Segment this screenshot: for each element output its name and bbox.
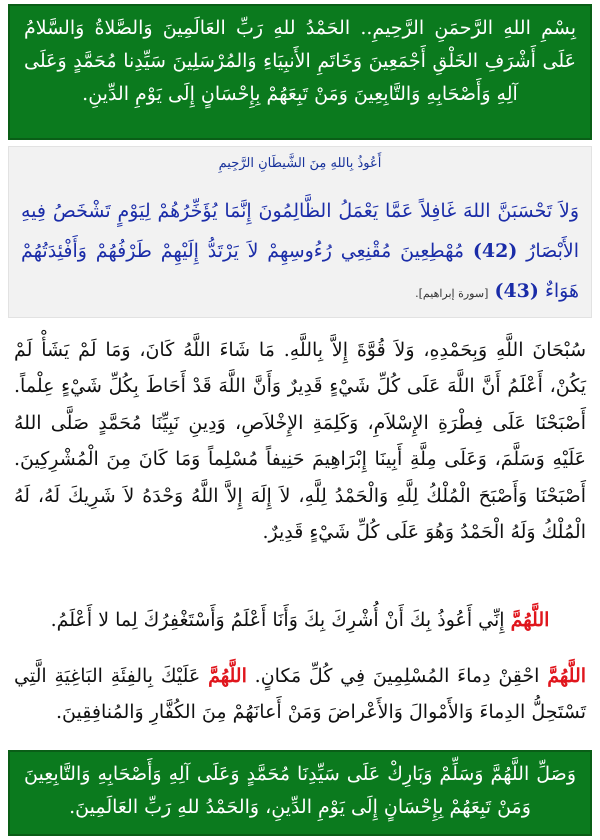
closing-salawat-box — [8, 750, 592, 836]
opening-header-box — [8, 4, 592, 140]
verse-42-text: وَلاَ تَحْسَبَنَّ اللهَ غَافِلاً عَمَّا يَعْمَلُ الظَّالِمُونَ إِنَّمَا يُؤَخِّرُهُمْ لِيَوْمٍ تَشْخَصُ فِيهِ الأَبْصَارُ — [21, 200, 579, 262]
verse-number-42: (42) — [472, 240, 518, 262]
surah-reference: [سورة إبراهيم]. — [415, 287, 489, 300]
allahumma-label: اللَّهُمَّ — [510, 609, 550, 631]
opening-praise-text: بِسْمِ اللهِ الرَّحمَنِ الرَّحِيمِ.. الحَمْدُ للهِ رَبِّ العَالَمِينَ وَالصَّلاةُ وَالسَّلامُ عَلَى أَشْرَفِ الخَلْقِ أَجْمَعِينَ وَخَاتَمِ الأَنبِيَاءِ وَالمُرْسَلِينَ سَيِّدِنا مُحَمَّدٍ وَعَلَى آلِهِ وَأَصْحَابِهِ وَالتَّابِعِينَ وَمَنْ تَبِعَهُمْ بِإِحْسَانٍ إِلَى يَوْمِ الدِّينِ. — [24, 17, 576, 105]
istiadha-text: أَعُوذُ بِاللهِ مِنَ الشَّيطَانِ الرَّجِيمِ — [218, 156, 382, 171]
allahumma-label: اللَّهُمَّ — [547, 665, 587, 687]
closing-salawat-text: وَصَلِّ اللَّهُمَّ وَسَلِّمْ وَبَارِكْ عَلَى سَيِّدِنَا مُحَمَّدٍ وَعَلَى آلِهِ وَأَصْحَابِهِ وَالتَّابِعِينَ وَمَنْ تَبِعَهُمْ بِإِحْسَانٍ إِلَى يَوْمِ الدِّينِ، وَالحَمْدُ للهِ رَبِّ العَالَمِينَ. — [24, 763, 576, 818]
dua-shirk-protection — [14, 602, 586, 638]
allahumma-label: اللَّهُمَّ — [208, 665, 247, 687]
verse-43-text: مُهْطِعِينَ مُقْنِعِي رُءُوسِهِمْ لاَ يَرْتَدُّ إِلَيْهِمْ طَرْفُهُمْ وَأَفْئِدَتُهُمْ هَوَاءٌ — [21, 240, 579, 302]
dua-1-text: إِنِّي أَعُوذُ بِكَ أَنْ أُشْرِكَ بِكَ وَأَنَا أَعْلَمُ وَأَسْتَغْفِرُكَ لِما لا أَعْلَمُ. — [50, 609, 505, 631]
morning-remembrance-paragraph: سُبْحَانَ اللَّهِ وَبِحَمْدِهِ، وَلاَ قُوَّةَ إِلاَّ بِاللَّهِ. مَا شَاءَ اللَّهُ كَانَ، وَمَا لَمْ يَشَأْ لَمْ يَكُنْ، أَعْلَمُ أَنَّ اللَّهَ عَلَى كُلِّ شَيْءٍ قَدِيرٌ وَأَنَّ اللَّهَ قَدْ أَحَاطَ بِكُلِّ شَيْءٍ عِلْماً. أَصْبَحْنَا عَلَى فِطْرَةِ الإِسْلاَمِ، وَكَلِمَةِ الإِخْلاَصِ، وَدِينِ نَبِيِّنَا مُحَمَّدٍ صَلَّى اللهُ عَلَيْهِ وَسَلَّمَ، وَعَلَى مِلَّةِ أَبِينَا إِبْرَاهِيمَ حَنِيفاً مُسْلِماً وَمَا كَانَ مِنَ الْمُشْرِكِينَ. أَصْبَحْنَا وَأَصْبَحَ الْمُلْكُ لِلَّهِ وَالْحَمْدُ لِلَّهِ، لاَ إِلَهَ إِلاَّ اللَّهُ وَحْدَهُ لاَ شَرِيكَ لَهُ، لَهُ الْمُلْكُ وَلَهُ الْحَمْدُ وَهُوَ عَلَى كُلِّ شَيْءٍ قَدِيرٌ. — [14, 339, 586, 544]
dua-for-muslims — [14, 658, 586, 730]
dua-2-text-part-1: احْقِنْ دِماءَ المُسْلِمِينَ فِي كُلِّ مَكانٍ. — [254, 665, 540, 687]
quran-verse — [21, 191, 579, 314]
dua-2-text-part-2: عَلَيْكَ بِالفِئَةِ البَاغِيَةِ الَّتِي تَسْتَحِلُّ الدِماءَ وَالأَمْوالَ وَالأَعْراضَ وَمَنْ أَعانَهُمْ مِنَ الكُفَّارِ وَالمُنافِقِينَ. — [14, 665, 586, 723]
verse-number-43: (43) — [494, 280, 539, 302]
quran-verse-box — [8, 146, 592, 318]
